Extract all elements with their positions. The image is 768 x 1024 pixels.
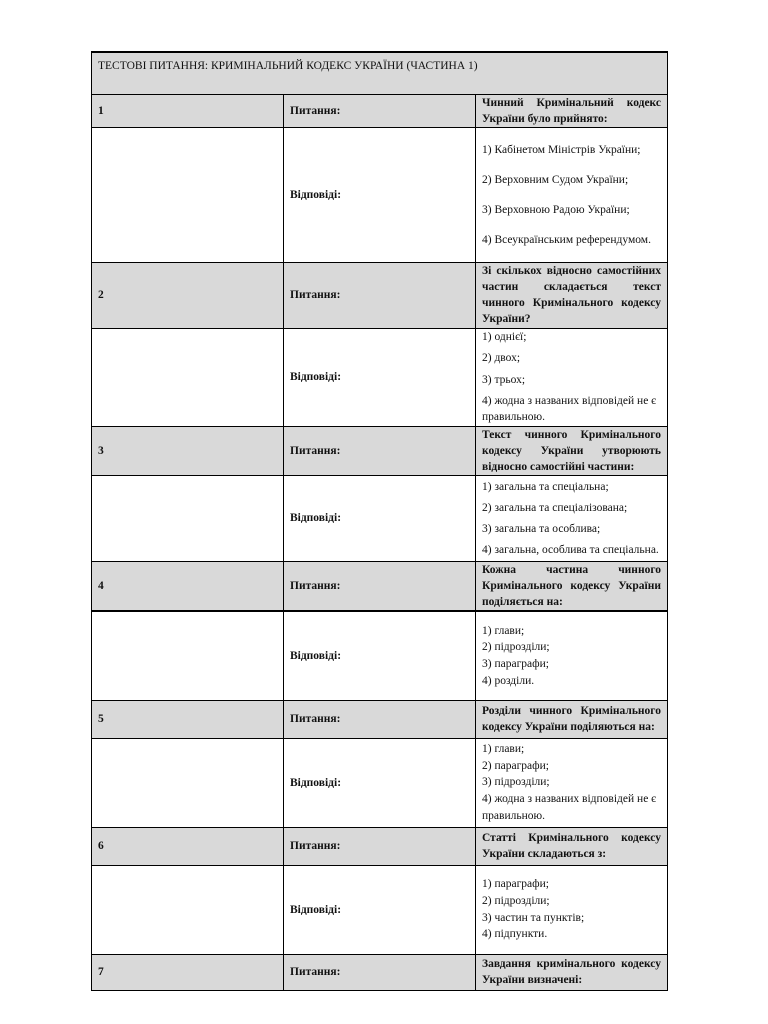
answer-list bbox=[482, 479, 661, 558]
answer-option: 2) параграфи; bbox=[482, 759, 549, 772]
answers-row-3 bbox=[92, 475, 668, 561]
question-row-5 bbox=[92, 700, 668, 738]
question-text: Завдання кримінального кодексу України визначені: bbox=[476, 954, 668, 990]
question-label: Питання: bbox=[284, 426, 476, 475]
question-row-2 bbox=[92, 263, 668, 328]
answers-row-6 bbox=[92, 865, 668, 954]
answer-option: 4) підпункти. bbox=[482, 928, 548, 941]
answer-option: 1) Кабінетом Міністрів України; bbox=[482, 144, 641, 156]
answers-label: Відповіді: bbox=[284, 328, 476, 426]
answers-label: Відповіді: bbox=[284, 128, 476, 263]
answers-row-1 bbox=[92, 128, 668, 263]
question-number: 4 bbox=[92, 561, 284, 611]
answer-option: 3) параграфи; bbox=[482, 657, 549, 670]
empty-number-cell bbox=[92, 865, 284, 954]
answer-option: 1) глави; bbox=[482, 742, 525, 755]
answers-cell bbox=[476, 865, 668, 954]
question-number: 3 bbox=[92, 426, 284, 475]
question-text: Зі скількох відносно самостійних частин складається текст чинного Кримінального кодексу України? bbox=[476, 263, 668, 328]
answer-option: 2) загальна та спеціалізована; bbox=[482, 501, 628, 514]
question-number: 1 bbox=[92, 95, 284, 128]
question-row-4 bbox=[92, 561, 668, 611]
question-text: Текст чинного Кримінального кодексу України утворюють відносно самостійні частини: bbox=[476, 426, 668, 475]
answer-list bbox=[482, 741, 661, 824]
answers-cell bbox=[476, 328, 668, 426]
answers-label: Відповіді: bbox=[284, 611, 476, 700]
question-number: 2 bbox=[92, 263, 284, 328]
answer-option: 1) однієї; bbox=[482, 331, 527, 344]
empty-number-cell bbox=[92, 475, 284, 561]
answer-list bbox=[482, 142, 661, 248]
question-number: 6 bbox=[92, 827, 284, 865]
answer-option: 4) загальна, особлива та спеціальна. bbox=[482, 543, 659, 556]
answer-list bbox=[482, 876, 661, 943]
document-title: ТЕСТОВІ ПИТАННЯ: КРИМІНАЛЬНИЙ КОДЕКС УКРАЇНИ (ЧАСТИНА 1) bbox=[92, 52, 668, 95]
question-label: Питання: bbox=[284, 700, 476, 738]
answer-option: 4) жодна з названих відповідей не є правильною. bbox=[482, 394, 657, 423]
answers-cell bbox=[476, 475, 668, 561]
quiz-table bbox=[91, 51, 668, 991]
answer-option: 3) Верховною Радою України; bbox=[482, 204, 630, 217]
answer-list bbox=[482, 329, 661, 424]
answer-option: 4) розділи. bbox=[482, 674, 535, 687]
question-label: Питання: bbox=[284, 827, 476, 865]
answer-option: 2) Верховним Судом України; bbox=[482, 174, 629, 187]
answers-cell bbox=[476, 128, 668, 263]
answer-list bbox=[482, 623, 661, 690]
answers-cell bbox=[476, 611, 668, 700]
question-number: 7 bbox=[92, 954, 284, 990]
question-text: Статті Кримінального кодексу України складаються з: bbox=[476, 827, 668, 865]
question-text: Кожна частина чинного Кримінального кодексу України поділяється на: bbox=[476, 561, 668, 611]
answer-option: 3) трьох; bbox=[482, 373, 526, 386]
empty-number-cell bbox=[92, 738, 284, 827]
answers-row-4 bbox=[92, 611, 668, 700]
answer-option: 2) підрозділи; bbox=[482, 894, 550, 907]
answers-row-2 bbox=[92, 328, 668, 426]
answer-option: 4) Всеукраїнським референдумом. bbox=[482, 234, 651, 247]
question-row-6 bbox=[92, 827, 668, 865]
empty-number-cell bbox=[92, 611, 284, 700]
question-row-1 bbox=[92, 95, 668, 128]
answers-label: Відповіді: bbox=[284, 865, 476, 954]
question-label: Питання: bbox=[284, 561, 476, 611]
question-number: 5 bbox=[92, 700, 284, 738]
question-row-7 bbox=[92, 954, 668, 990]
question-text: Чинний Кримінальний кодекс України було прийнято: bbox=[476, 95, 668, 128]
answer-option: 3) загальна та особлива; bbox=[482, 522, 601, 535]
answer-option: 1) загальна та спеціальна; bbox=[482, 480, 609, 493]
question-label: Питання: bbox=[284, 954, 476, 990]
question-row-3 bbox=[92, 426, 668, 475]
table-title-row bbox=[92, 52, 668, 95]
answers-label: Відповіді: bbox=[284, 738, 476, 827]
answer-option: 1) глави; bbox=[482, 624, 525, 637]
answer-option: 2) підрозділи; bbox=[482, 641, 550, 654]
empty-number-cell bbox=[92, 328, 284, 426]
question-label: Питання: bbox=[284, 263, 476, 328]
answers-label: Відповіді: bbox=[284, 475, 476, 561]
answer-option: 3) частин та пунктів; bbox=[482, 911, 585, 924]
answer-option: 2) двох; bbox=[482, 352, 521, 365]
answers-row-5 bbox=[92, 738, 668, 827]
question-text: Розділи чинного Кримінального кодексу України поділяються на: bbox=[476, 700, 668, 738]
answers-cell bbox=[476, 738, 668, 827]
empty-number-cell bbox=[92, 128, 284, 263]
answer-option: 4) жодна з названих відповідей не є правильною. bbox=[482, 792, 657, 822]
question-label: Питання: bbox=[284, 95, 476, 128]
answer-option: 3) підрозділи; bbox=[482, 776, 550, 789]
answer-option: 1) параграфи; bbox=[482, 878, 549, 891]
